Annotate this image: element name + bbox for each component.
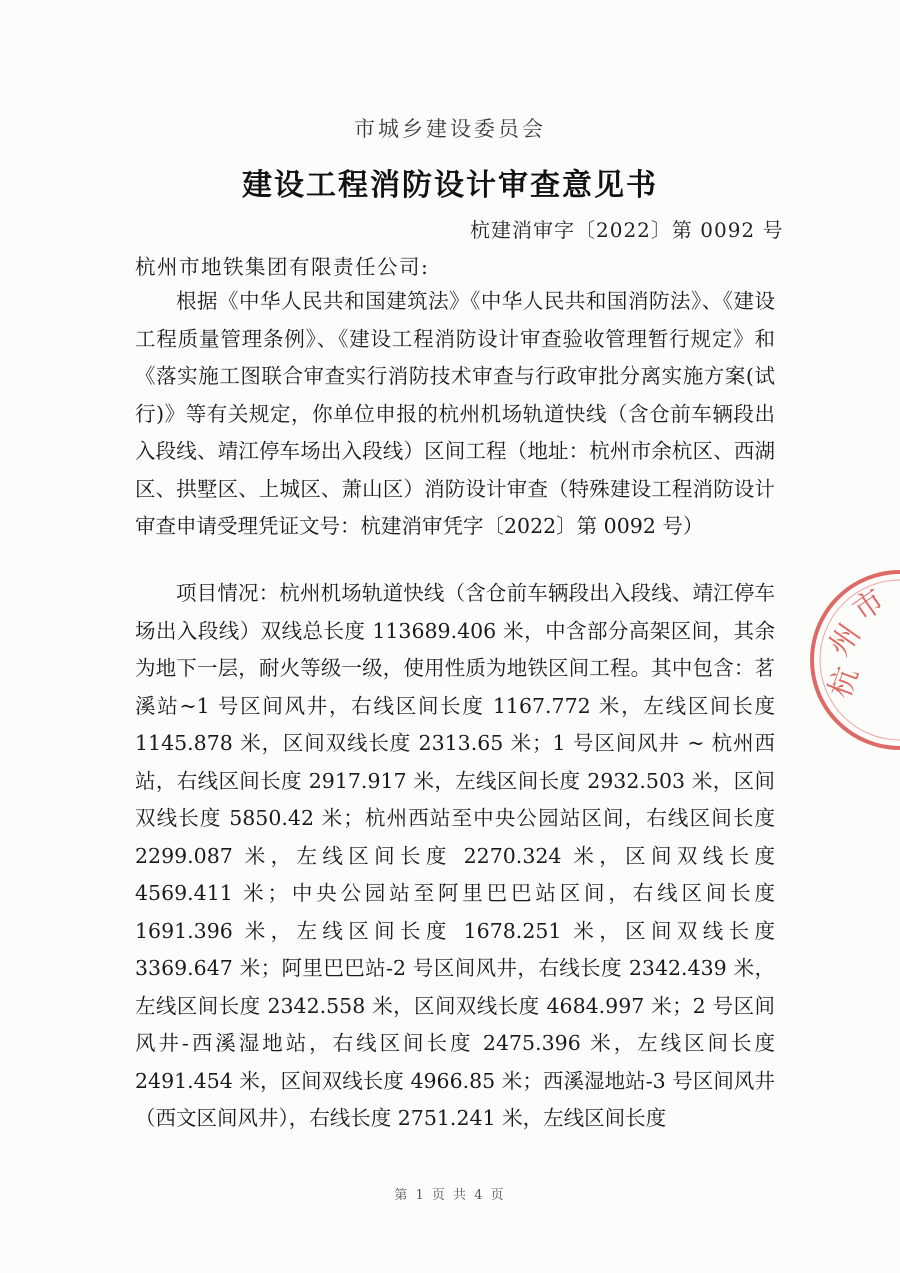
svg-text:杭: 杭 bbox=[822, 662, 866, 703]
body-paragraph-legal-basis: 根据《中华人民共和国建筑法》《中华人民共和国消防法》、《建设工程质量管理条例》、《建设工程消防设计审查验收管理暂行规定》和《落实施工图联合审查实行消防技术审查与行政审批分离实施方案(试行)》等有关规定，你单位申报的杭州机场轨道快线（含仓前车辆段出入段线、靖江停车场出入段线）区间工程（地址：杭州市余杭区、西湖区、拱墅区、上城区、萧山区）消防设计审查（特殊建设工程消防设计审查申请受理凭证文号：杭建消审凭字〔2022〕第 0092 号） bbox=[135, 289, 775, 538]
document-title: 建设工程消防设计审查意见书 bbox=[242, 168, 658, 203]
body-paragraph-project-info: 项目情况：杭州机场轨道快线（含仓前车辆段出入段线、靖江停车场出入段线）双线总长度 113689.406 米，中含部分高架区间，其余为地下一层，耐火等级一级，使用性质为地铁区间工程。其中包含：茗溪站~1 号区间风井，右线区间长度 1167.772 米，左线区间长度 1145.878 米，区间双线长度 2313.65 米；1 号区间风井 ~ 杭州西站，右线区间长度 2917.917 米，左线区间长度 2932.503 米，区间双线长度 5850.42 米；杭州西站至中央公园站区间，右线区间长度 2299.087 米，左线区间长度 2270.324 米，区间双线长度 4569.411 米；中央公园站至阿里巴巴站区间，右线区间长度 1691.396 米，左线区间长度 1678.251 米，区间双线长度 3369.647 米；阿里巴巴站-2 号区间风井，右线长度 2342.439 米，左线区间长度 2342.558 米，区间双线长度 4684.997 米；2 号区间风井-西溪湿地站，右线区间长度 2475.396 米，左线区间长度 2491.454 米，区间双线长度 4966.85 米；西溪湿地站-3 号区间风井（西文区间风井），右线长度 2751.241 米，左线区间长度 bbox=[135, 581, 775, 1130]
official-seal-stamp bbox=[800, 560, 900, 760]
issuer-heading: 市城乡建设委员会 bbox=[354, 117, 546, 141]
recipient-line: 杭州市地铁集团有限责任公司: bbox=[135, 255, 430, 279]
svg-text:州: 州 bbox=[821, 617, 868, 663]
svg-text:市: 市 bbox=[846, 582, 892, 629]
document-number: 杭建消审字〔2022〕第 0092 号 bbox=[470, 218, 784, 242]
page-footer: 第 1 页 共 4 页 bbox=[394, 1188, 506, 1203]
